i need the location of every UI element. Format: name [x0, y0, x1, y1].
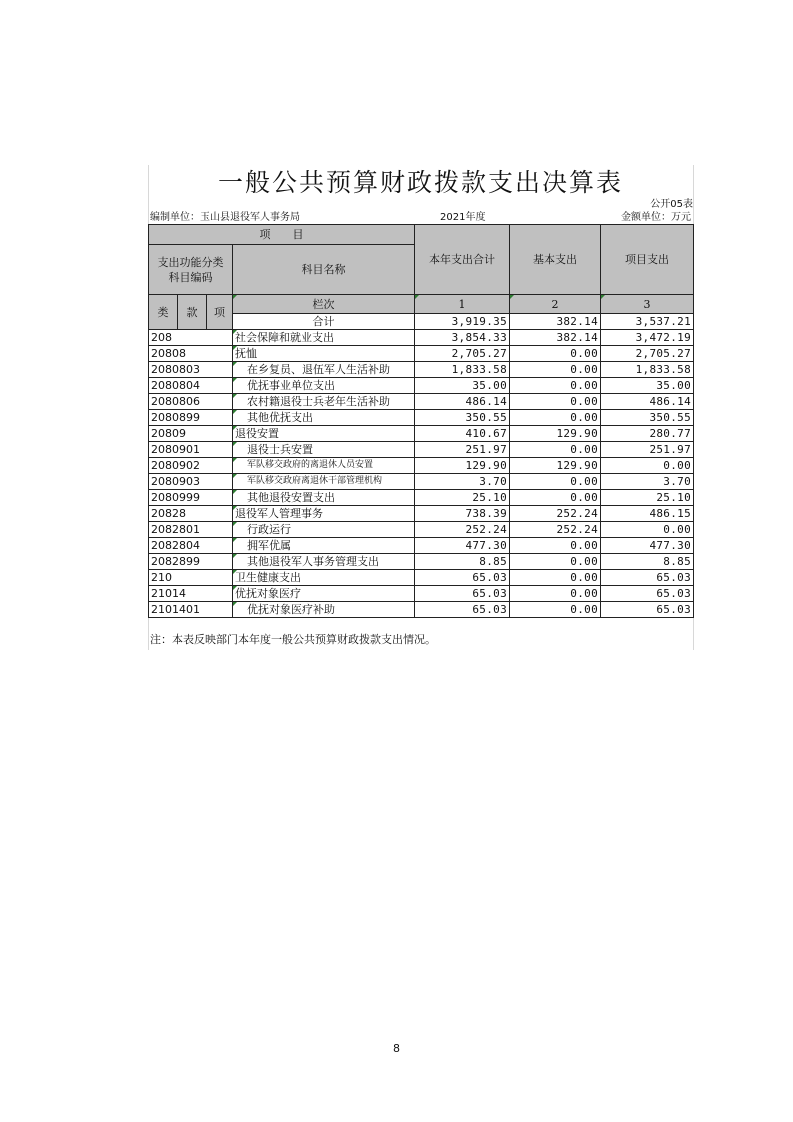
row-project: 0.00 — [601, 522, 694, 538]
unit-row — [148, 211, 693, 224]
total-project: 3,537.21 — [601, 314, 694, 330]
row-subject-name: 军队移交政府离退休干部管理机构 — [233, 474, 415, 490]
header-basic: 基本支出 — [510, 225, 601, 295]
table-row — [149, 538, 694, 554]
row-basic: 0.00 — [510, 490, 601, 506]
row-code: 2080903 — [149, 474, 233, 490]
table-row — [149, 490, 694, 506]
row-code: 2080902 — [149, 458, 233, 474]
form-tag: 公开05表 — [650, 199, 693, 210]
header-total: 本年支出合计 — [415, 225, 510, 295]
org-label: 编制单位：玉山县退役军人事务局 — [150, 212, 300, 223]
row-basic: 0.00 — [510, 378, 601, 394]
row-project: 0.00 — [601, 458, 694, 474]
row-total: 8.85 — [415, 554, 510, 570]
row-project: 477.30 — [601, 538, 694, 554]
header-subject-name: 科目名称 — [233, 245, 415, 295]
table-row — [149, 346, 694, 362]
table-row — [149, 522, 694, 538]
total-basic: 382.14 — [510, 314, 601, 330]
row-total: 65.03 — [415, 570, 510, 586]
header-col1: 1 — [415, 295, 510, 314]
row-total: 25.10 — [415, 490, 510, 506]
row-subject-name: 其他退役军人事务管理支出 — [233, 554, 415, 570]
row-total: 251.97 — [415, 442, 510, 458]
header-col2: 2 — [510, 295, 601, 314]
expenditure-table — [148, 224, 694, 618]
row-basic: 129.90 — [510, 426, 601, 442]
table-row — [149, 410, 694, 426]
row-total: 410.67 — [415, 426, 510, 442]
row-basic: 0.00 — [510, 586, 601, 602]
row-code: 208 — [149, 330, 233, 346]
row-total: 486.14 — [415, 394, 510, 410]
row-total: 3,854.33 — [415, 330, 510, 346]
row-basic: 0.00 — [510, 442, 601, 458]
header-col3: 3 — [601, 295, 694, 314]
row-subject-name: 军队移交政府的离退休人员安置 — [233, 458, 415, 474]
row-total: 738.39 — [415, 506, 510, 522]
row-code: 2080901 — [149, 442, 233, 458]
row-basic: 129.90 — [510, 458, 601, 474]
row-subject-name: 退役士兵安置 — [233, 442, 415, 458]
row-code: 2082801 — [149, 522, 233, 538]
row-subject-name: 抚恤 — [233, 346, 415, 362]
row-basic: 252.24 — [510, 522, 601, 538]
row-code: 2080999 — [149, 490, 233, 506]
table-row — [149, 442, 694, 458]
row-total: 65.03 — [415, 602, 510, 618]
page-title: 一般公共预算财政拨款支出决算表 — [217, 168, 623, 197]
row-subject-name: 农村籍退役士兵老年生活补助 — [233, 394, 415, 410]
row-project: 486.14 — [601, 394, 694, 410]
row-subject-name: 卫生健康支出 — [233, 570, 415, 586]
table-row — [149, 362, 694, 378]
table-row — [149, 394, 694, 410]
row-total: 2,705.27 — [415, 346, 510, 362]
year-label: 2021年度 — [440, 212, 486, 223]
row-subject-name: 优抚对象医疗 — [233, 586, 415, 602]
row-project: 2,705.27 — [601, 346, 694, 362]
row-total: 252.24 — [415, 522, 510, 538]
row-basic: 0.00 — [510, 410, 601, 426]
row-subject-name: 优抚对象医疗补助 — [233, 602, 415, 618]
row-project: 3,472.19 — [601, 330, 694, 346]
row-basic: 0.00 — [510, 538, 601, 554]
header-item: 项 目 — [149, 225, 415, 245]
header-project: 项目支出 — [601, 225, 694, 295]
row-project: 65.03 — [601, 570, 694, 586]
row-subject-name: 拥军优属 — [233, 538, 415, 554]
table-row — [149, 602, 694, 618]
row-total: 3.70 — [415, 474, 510, 490]
row-project: 8.85 — [601, 554, 694, 570]
row-subject-name: 在乡复员、退伍军人生活补助 — [233, 362, 415, 378]
row-basic: 0.00 — [510, 394, 601, 410]
row-total: 35.00 — [415, 378, 510, 394]
header-lei: 类 — [149, 295, 178, 330]
row-basic: 0.00 — [510, 570, 601, 586]
row-project: 65.03 — [601, 602, 694, 618]
row-basic: 0.00 — [510, 554, 601, 570]
row-code: 2080804 — [149, 378, 233, 394]
row-basic: 0.00 — [510, 346, 601, 362]
row-project: 280.77 — [601, 426, 694, 442]
unit-label: 金额单位：万元 — [621, 212, 691, 223]
table-row — [149, 378, 694, 394]
table-row — [149, 570, 694, 586]
row-project: 65.03 — [601, 586, 694, 602]
row-code: 21014 — [149, 586, 233, 602]
row-basic: 0.00 — [510, 602, 601, 618]
row-project: 251.97 — [601, 442, 694, 458]
row-basic: 382.14 — [510, 330, 601, 346]
row-project: 35.00 — [601, 378, 694, 394]
row-basic: 0.00 — [510, 362, 601, 378]
row-code: 20808 — [149, 346, 233, 362]
row-total: 1,833.58 — [415, 362, 510, 378]
row-total: 477.30 — [415, 538, 510, 554]
table-row — [149, 458, 694, 474]
row-project: 350.55 — [601, 410, 694, 426]
row-code: 2080803 — [149, 362, 233, 378]
header-heji: 合计 — [233, 314, 415, 330]
table-row — [149, 506, 694, 522]
header-func-code: 支出功能分类科目编码 — [149, 245, 233, 295]
row-subject-name: 社会保障和就业支出 — [233, 330, 415, 346]
row-code: 2082899 — [149, 554, 233, 570]
row-subject-name: 退役安置 — [233, 426, 415, 442]
row-project: 3.70 — [601, 474, 694, 490]
row-total: 65.03 — [415, 586, 510, 602]
row-project: 25.10 — [601, 490, 694, 506]
row-code: 210 — [149, 570, 233, 586]
row-code: 2101401 — [149, 602, 233, 618]
row-code: 2080899 — [149, 410, 233, 426]
table-note: 注：本表反映部门本年度一般公共预算财政拨款支出情况。 — [150, 633, 436, 646]
row-basic: 252.24 — [510, 506, 601, 522]
row-subject-name: 退役军人管理事务 — [233, 506, 415, 522]
header-xiang: 项 — [207, 295, 233, 330]
total-sum: 3,919.35 — [415, 314, 510, 330]
row-code: 20828 — [149, 506, 233, 522]
row-total: 350.55 — [415, 410, 510, 426]
row-project: 1,833.58 — [601, 362, 694, 378]
row-subject-name: 行政运行 — [233, 522, 415, 538]
row-project: 486.15 — [601, 506, 694, 522]
table-row — [149, 554, 694, 570]
header-kuan: 款 — [178, 295, 207, 330]
row-total: 129.90 — [415, 458, 510, 474]
row-subject-name: 优抚事业单位支出 — [233, 378, 415, 394]
row-code: 20809 — [149, 426, 233, 442]
page-number: 8 — [393, 1042, 400, 1055]
table-row — [149, 426, 694, 442]
row-basic: 0.00 — [510, 474, 601, 490]
table-row — [149, 586, 694, 602]
row-subject-name: 其他优抚支出 — [233, 410, 415, 426]
row-subject-name: 其他退役安置支出 — [233, 490, 415, 506]
row-code: 2080806 — [149, 394, 233, 410]
table-row — [149, 474, 694, 490]
table-row — [149, 330, 694, 346]
row-code: 2082804 — [149, 538, 233, 554]
header-lanci: 栏次 — [233, 295, 415, 314]
